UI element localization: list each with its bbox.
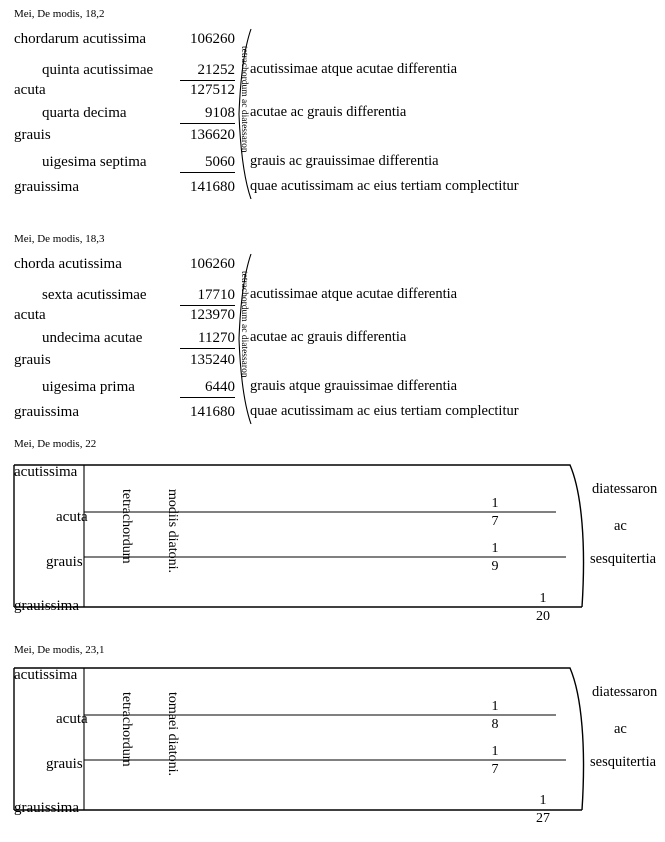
section-caption-1: Mei, De modis, 18,2: [14, 8, 105, 20]
section2-vertical-label: tetrachordum ac diatessaron: [239, 271, 249, 378]
section1-row1-value: 21252: [197, 62, 235, 78]
diagram1-string-2: grauis: [46, 554, 83, 570]
diagram1-frac0-num: 1: [491, 496, 499, 511]
diagram2-frac1-den: 7: [491, 762, 499, 777]
section1-row0-value: 106260: [190, 31, 235, 47]
diagram1-frac2-den: 20: [536, 609, 550, 624]
diagram2-right-label-2: sesquitertia: [590, 754, 657, 770]
diagram2-string-2: grauis: [46, 756, 83, 772]
diagram2-string-0: acutissima: [14, 667, 78, 683]
diagram1-frac1-num: 1: [491, 541, 499, 556]
diagram2-frac0-den: 8: [491, 717, 499, 732]
diagram1-frac0-den: 7: [491, 514, 499, 529]
section1-row5-gloss: grauis ac grauissimae differentia: [250, 153, 439, 169]
section2-row6-label: grauissima: [14, 404, 79, 420]
diagram1-string-1: acuta: [56, 509, 88, 525]
diagram2-frac2-den: 27: [536, 811, 550, 826]
diagram2-string-3: grauissima: [14, 800, 79, 816]
section1-row5-value: 5060: [205, 154, 235, 170]
section1-rule2: [180, 123, 235, 124]
diagram1-right-label-0: diatessaron: [592, 481, 658, 497]
section2-row6-gloss: quae acutissimam ac eius tertiam complectitur: [250, 403, 519, 419]
diagram2-frac2-num: 1: [539, 793, 547, 808]
diagram1-string-0: acutissima: [14, 464, 78, 480]
section1-row4-label: grauis: [14, 127, 51, 143]
section1-vertical-label: tetrachordum ac diatessaron: [239, 46, 249, 153]
section2-row5-label: uigesima prima: [42, 379, 135, 395]
diagram2-right-label-0: diatessaron: [592, 684, 658, 700]
section2-row2-label: acuta: [14, 307, 46, 323]
diagram1-vertical-label-1: modiis diatoni.: [165, 489, 180, 573]
diagram1-right-label-1: ac: [614, 518, 627, 534]
section2-rule3: [180, 397, 235, 398]
section2-row1-label: sexta acutissimae: [42, 287, 147, 303]
section1-row6-label: grauissima: [14, 179, 79, 195]
section2-row4-label: grauis: [14, 352, 51, 368]
section2-row3-gloss: acutae ac grauis differentia: [250, 329, 407, 345]
diagram1-frac2-num: 1: [539, 591, 547, 606]
section1-rule1: [180, 80, 235, 81]
section1-row5-label: uigesima septima: [42, 154, 147, 170]
section2-row2-value: 123970: [190, 307, 235, 323]
diagram2-vertical-label-1: tomaei diatoni.: [165, 692, 180, 776]
section1-row3-label: quarta decima: [42, 105, 127, 121]
section2-row5-value: 6440: [205, 379, 235, 395]
section2-row0-label: chorda acutissima: [14, 256, 122, 272]
diagram1-vertical-label-0: tetrachordum: [119, 489, 134, 564]
diagram-caption-1: Mei, De modis, 22: [14, 438, 97, 450]
section2-row0-value: 106260: [190, 256, 235, 272]
section1-row6-gloss: quae acutissimam ac eius tertiam complectitur: [250, 178, 519, 194]
diagram2-shape: [10, 658, 610, 828]
section2-row1-value: 17710: [197, 287, 235, 303]
diagram2-string-1: acuta: [56, 711, 88, 727]
diagram2-vertical-label-0: tetrachordum: [119, 692, 134, 767]
diagram2-frac1-num: 1: [491, 744, 499, 759]
section2-row1-gloss: acutissimae atque acutae differentia: [250, 286, 458, 302]
diagram1-frac1-den: 9: [491, 559, 499, 574]
section2-rule2: [180, 348, 235, 349]
section2-row3-value: 11270: [198, 330, 235, 346]
section-caption-2: Mei, De modis, 18,3: [14, 233, 105, 245]
section2-row5-gloss: grauis atque grauissimae differentia: [250, 378, 458, 394]
section2-rule1: [180, 305, 235, 306]
section1-row3-value: 9108: [205, 105, 235, 121]
section1-row2-value: 127512: [190, 82, 235, 98]
section1-row6-value: 141680: [190, 179, 235, 195]
section1-row4-value: 136620: [190, 127, 235, 143]
section2-row6-value: 141680: [190, 404, 235, 420]
section1-row1-label: quinta acutissimae: [42, 62, 154, 78]
section2-row4-value: 135240: [190, 352, 235, 368]
diagram1-right-label-2: sesquitertia: [590, 551, 657, 567]
diagram1-shape: [10, 455, 610, 625]
section1-row0-label: chordarum acutissima: [14, 31, 147, 47]
diagram2-right-label-1: ac: [614, 721, 627, 737]
section2-row3-label: undecima acutae: [42, 330, 143, 346]
diagram2-frac0-num: 1: [491, 699, 499, 714]
diagram-caption-2: Mei, De modis, 23,1: [14, 644, 105, 656]
section1-row1-gloss: acutissimae atque acutae differentia: [250, 61, 458, 77]
section1-row3-gloss: acutae ac grauis differentia: [250, 104, 407, 120]
section1-row2-label: acuta: [14, 82, 46, 98]
diagram1-string-3: grauissima: [14, 598, 79, 614]
section1-rule3: [180, 172, 235, 173]
